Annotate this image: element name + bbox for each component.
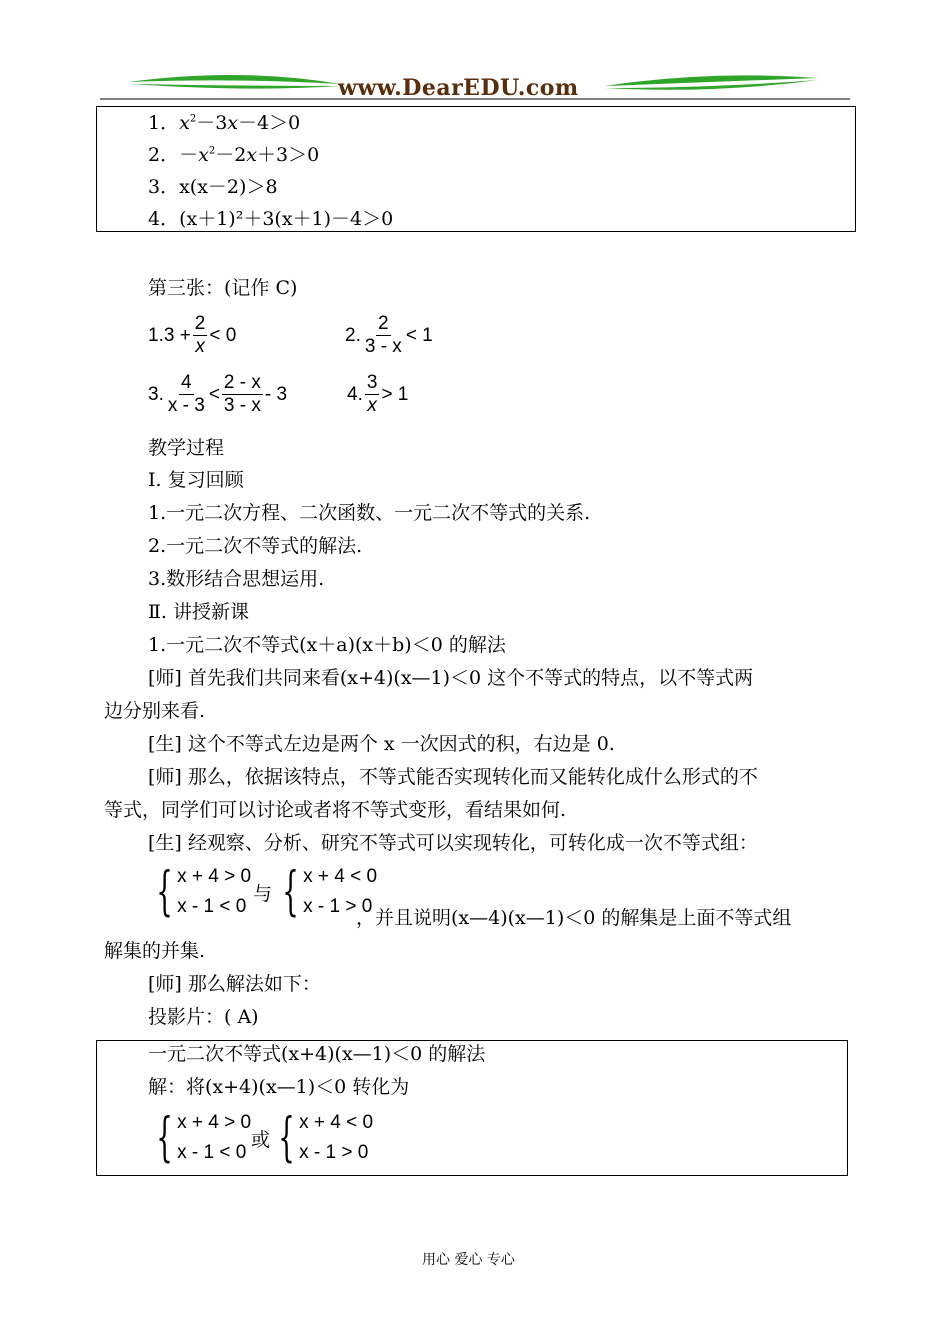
box1-item-1: 1．$x^2-3x-4>0$ xyxy=(148,112,301,134)
lesson-heading-1: 1.一元二次不等式(x＋a)(x＋b)＜0 的解法 xyxy=(148,634,506,656)
card-c-q3: 3. $\frac{4}{x - 3}$ < $\frac{2 - x}{3 - x}$ - 3 xyxy=(148,372,288,416)
card-c-q2: 2. $\frac{2}{3 - x}$ < 1 xyxy=(345,313,433,357)
review-item-1: 1.一元二次方程、二次函数、一元二次不等式的关系. xyxy=(148,502,591,524)
page-footer: 用心 爱心 专心 xyxy=(422,1252,515,1268)
card-c-q1: 1.3 + $\frac{2}{x}$ < 0 xyxy=(148,313,237,357)
heading-teaching-process: 教学过程 xyxy=(148,437,225,459)
paragraph-teacher-1: [师] 首先我们共同来看(x+4)(x—1)＜0 这个不等式的特点，以不等式两 xyxy=(148,667,754,689)
box1-item-2: 2．$-x^2-2x+3>0$ xyxy=(148,144,320,166)
slide-a-title: 一元二次不等式(x+4)(x—1)＜0 的解法 xyxy=(148,1043,486,1065)
section-review: Ⅰ. 复习回顾 xyxy=(148,469,244,491)
paragraph-teacher-3: [师] 那么解法如下： xyxy=(148,973,321,995)
paragraph-student-2-end: 解集的并集. xyxy=(104,940,206,962)
logo-text: www.DearEDU.com xyxy=(338,75,579,101)
inequality-system-2: { x + 4 > 0 x - 1 < 0 或 { x + 4 < 0 x - 1 > 0 xyxy=(156,1108,374,1168)
slide-a-solve: 解：将(x+4)(x—1)＜0 转化为 xyxy=(148,1076,410,1098)
box1-item-4: 4．(x＋1)²＋3(x＋1)－4＞0 xyxy=(148,208,394,230)
card-c-q4: 4. $\frac{3}{x}$ > 1 xyxy=(347,372,409,416)
paragraph-student-2-tail: ，并且说明(x—4)(x—1)＜0 的解集是上面不等式组 xyxy=(356,907,792,929)
paragraph-student-1: [生] 这个不等式左边是两个 x 一次因式的积，右边是 0. xyxy=(148,733,615,755)
header-logo xyxy=(100,62,850,110)
paragraph-teacher-2-cont: 等式，同学们可以讨论或者将不等式变形，看结果如何. xyxy=(104,799,567,821)
card-c-title: 第三张：(记作 C) xyxy=(148,277,298,299)
paragraph-student-2: [生] 经观察、分析、研究不等式可以实现转化，可转化成一次不等式组： xyxy=(148,832,758,854)
box1-item-3: 3．x(x－2)＞8 xyxy=(148,176,278,198)
slide-label: 投影片：( A) xyxy=(148,1006,259,1028)
section-new-lesson: Ⅱ. 讲授新课 xyxy=(148,601,249,623)
review-item-2: 2.一元二次不等式的解法. xyxy=(148,535,363,557)
paragraph-teacher-1-cont: 边分别来看. xyxy=(104,700,206,722)
review-item-3: 3.数形结合思想运用. xyxy=(148,568,325,590)
paragraph-teacher-2: [师] 那么，依据该特点，不等式能否实现转化而又能转化成什么形式的不 xyxy=(148,766,758,788)
inequality-system-1: { x + 4 > 0 x - 1 < 0 与 { x + 4 < 0 x - 1 > 0 xyxy=(156,862,378,922)
